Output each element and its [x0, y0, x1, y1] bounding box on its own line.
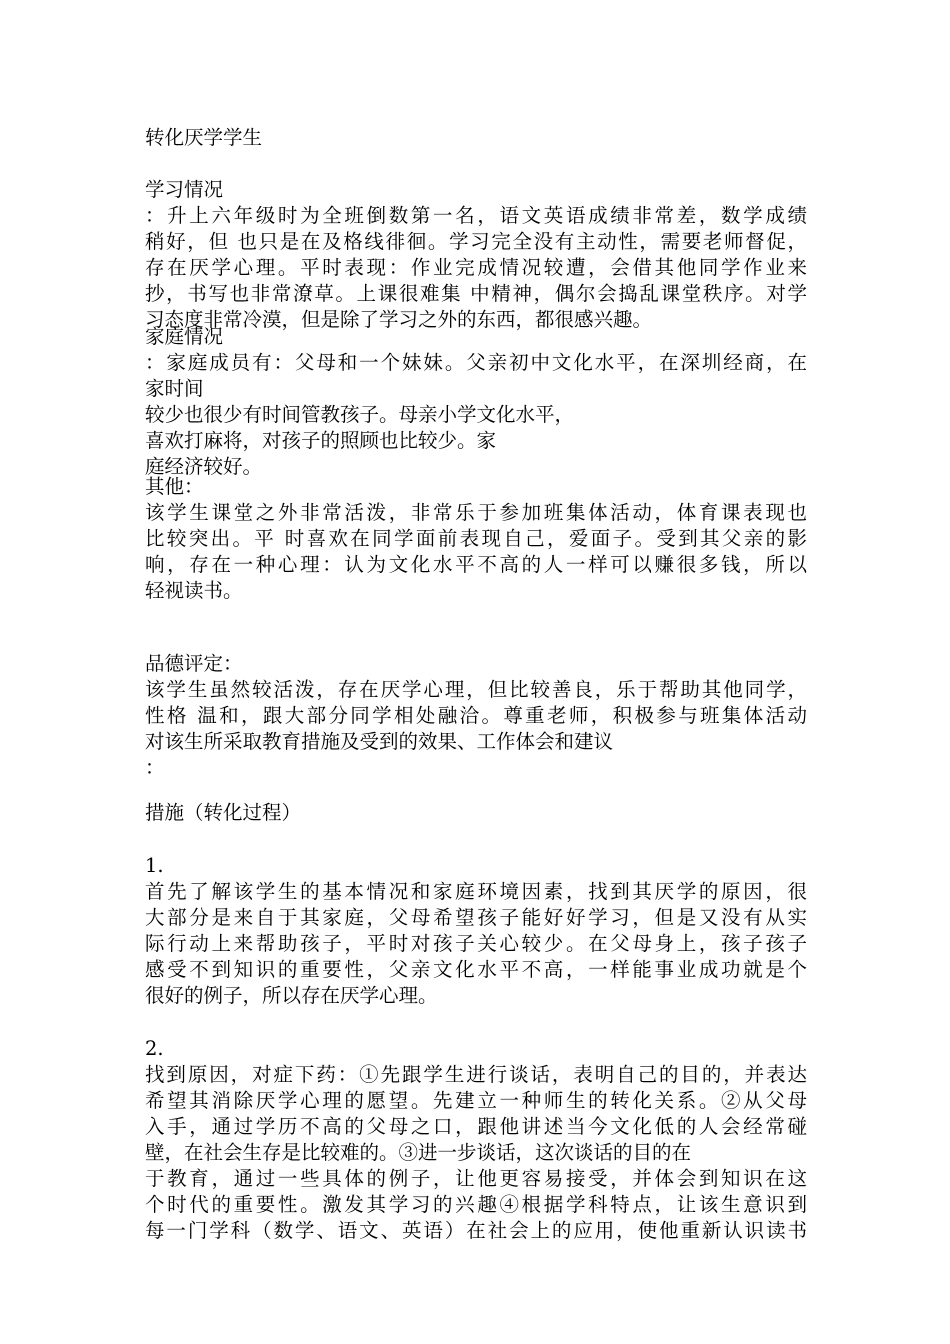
study-line: 存在厌学心理。平时表现：作业完成情况较遭，会借其他同学作业来: [145, 256, 807, 279]
family-line: 庭经济较好。: [145, 455, 263, 478]
measure-number: 1.: [145, 854, 164, 877]
other-line: 响，存在一种心理：认为文化水平不高的人一样可以赚很多钱，所以: [145, 553, 807, 576]
family-line: 家时间: [145, 377, 204, 400]
measures-heading: 措施（转化过程）: [145, 801, 302, 824]
study-line: 抄，书写也非常潦草。上课很难集 中精神，偶尔会捣乱课堂秩序。对学: [145, 282, 807, 305]
other-line: 该学生课堂之外非常活泼，非常乐于参加班集体活动，体育课表现也: [145, 501, 807, 524]
measure-line: 每一门学科（数学、语文、英语）在社会上的应用，使他重新认识读书: [145, 1219, 807, 1242]
other-heading: 其他：: [145, 475, 204, 498]
other-line: 比较突出。平 时喜欢在同学面前表现自己，爱面子。受到其父亲的影: [145, 527, 807, 550]
study-line: ：升上六年级时为全班倒数第一名，语文英语成绩非常差，数学成绩: [145, 204, 807, 227]
moral-heading: 品德评定：: [145, 652, 243, 675]
measure-line: 际行动上来帮助孩子，平时对孩子关心较少。在父母身上，孩子孩子: [145, 932, 807, 955]
measure-line: 入手，通过学历不高的父母之口，跟他讲述当今文化低的人会经常碰: [145, 1115, 807, 1138]
family-line: 较少也很少有时间管教孩子。母亲小学文化水平，: [145, 403, 575, 426]
family-heading: 家庭情况: [145, 325, 224, 348]
family-line: 喜欢打麻将，对孩子的照顾也比较少。家: [145, 429, 497, 452]
moral-line: 对该生所采取教育措施及受到的效果、工作体会和建议: [145, 730, 614, 753]
moral-line: ：: [145, 756, 165, 779]
measure-line: 于教育，通过一些具体的例子，让他更容易接受，并体会到知识在这: [145, 1167, 807, 1190]
document-title: 转化厌学学生: [145, 126, 263, 149]
measure-number: 2.: [145, 1037, 164, 1060]
measure-line: 找到原因，对症下药：①先跟学生进行谈话，表明自己的目的，并表达: [145, 1063, 807, 1086]
measure-line: 首先了解该学生的基本情况和家庭环境因素，找到其厌学的原因，很: [145, 880, 807, 903]
measure-line: 希望其消除厌学心理的愿望。先建立一种师生的转化关系。②从父母: [145, 1089, 807, 1112]
measure-line: 壁，在社会生存是比较难的。③进一步谈话，这次谈话的目的在: [145, 1141, 692, 1164]
measure-line: 个时代的重要性。激发其学习的兴趣④根据学科特点，让该生意识到: [145, 1193, 807, 1216]
moral-line: 性格 温和，跟大部分同学相处融洽。尊重老师，积极参与班集体活动: [145, 704, 807, 727]
measure-line: 大部分是来自于其家庭，父母希望孩子能好好学习，但是又没有从实: [145, 906, 807, 929]
other-line: 轻视读书。: [145, 579, 243, 602]
study-line: 习态度非常冷漠，但是除了学习之外的东西，都很感兴趣。: [145, 308, 653, 331]
measure-line: 感受不到知识的重要性，父亲文化水平不高，一样能事业成功就是个: [145, 958, 807, 981]
moral-line: 该学生虽然较活泼，存在厌学心理，但比较善良，乐于帮助其他同学，: [145, 678, 807, 701]
measure-line: 很好的例子，所以存在厌学心理。: [145, 984, 438, 1007]
family-line: ：家庭成员有：父母和一个妹妹。父亲初中文化水平，在深圳经商，在: [145, 351, 807, 374]
study-heading: 学习情况: [145, 178, 224, 201]
study-line: 稍好，但 也只是在及格线徘徊。学习完全没有主动性，需要老师督促，: [145, 230, 807, 253]
